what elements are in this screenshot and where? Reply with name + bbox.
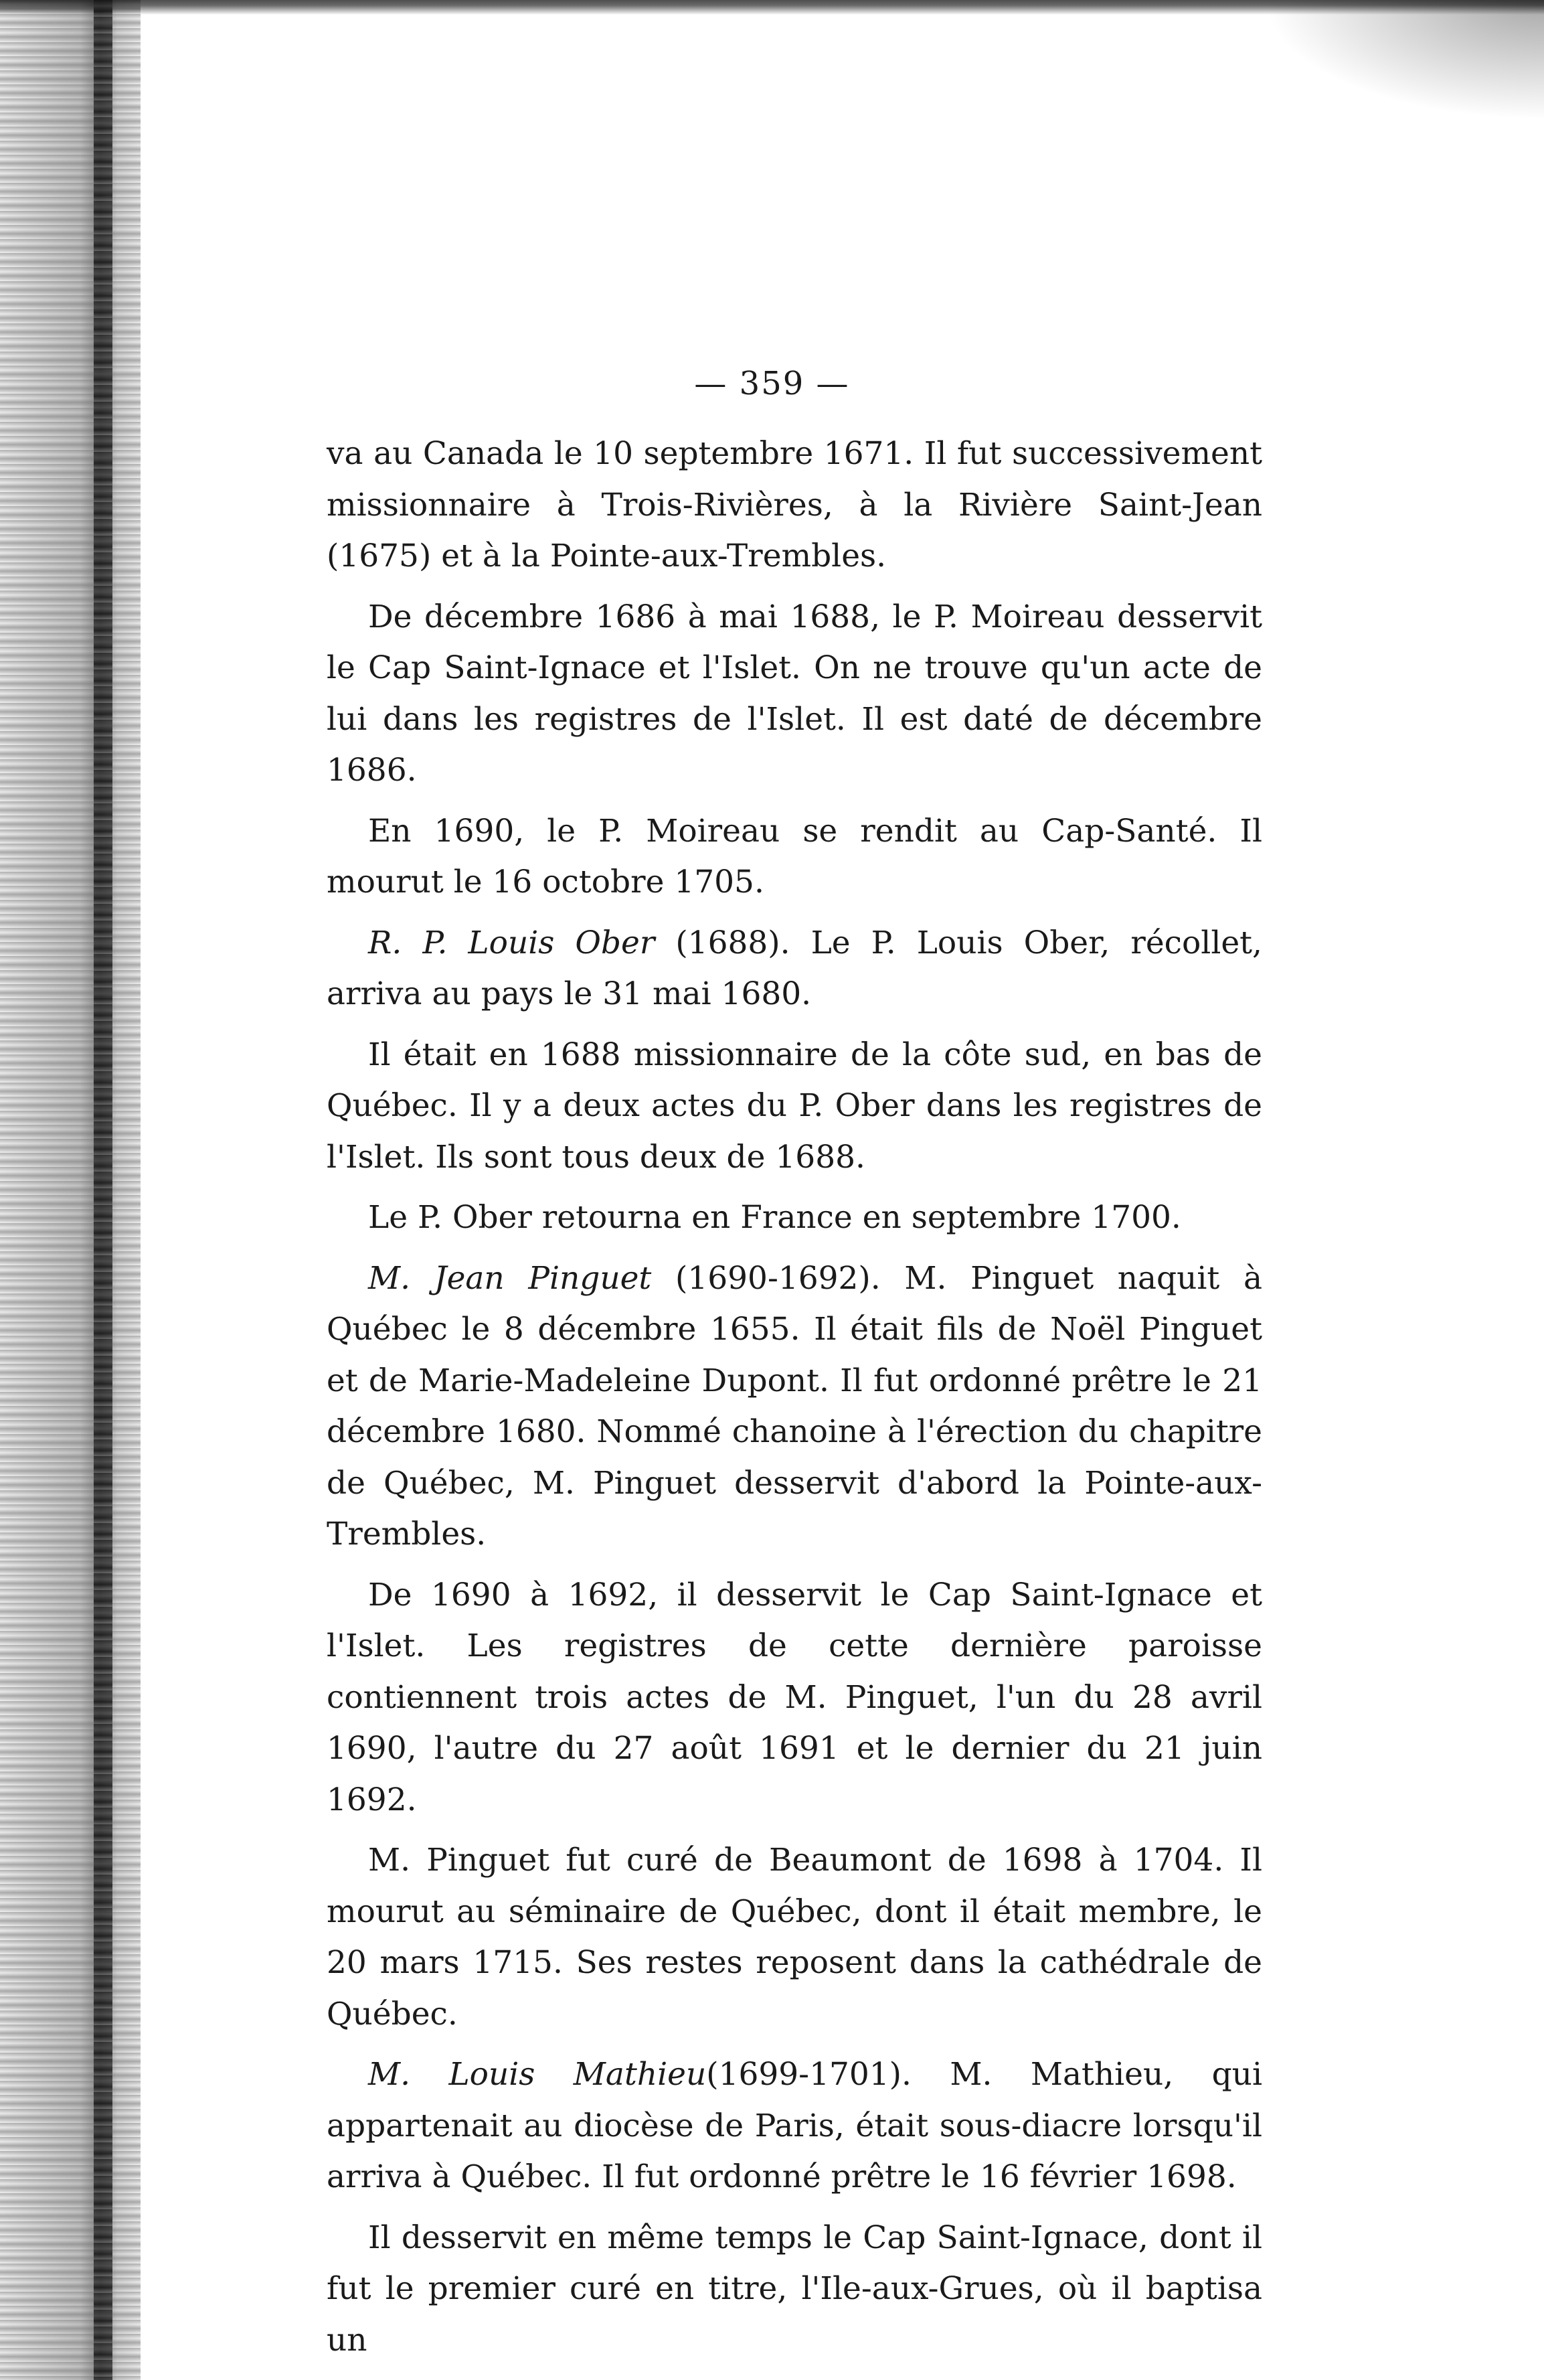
paragraph-text: va au Canada le 10 septembre 1671. Il fut successivement missionnaire à Trois-Rivières, à la Rivière Saint-Jean (1675) et à la Pointe-aux-Trembles. <box>327 435 1262 574</box>
paragraph-p4 <box>327 918 1262 1020</box>
paragraph-p11 <box>327 2213 1262 2367</box>
person-heading: R. P. Louis Ober <box>368 924 655 961</box>
paragraph-p5 <box>327 1030 1262 1184</box>
person-heading: M. Louis Mathieu <box>368 2056 707 2093</box>
scan-edge-left <box>0 0 141 2380</box>
paragraph-p2 <box>327 592 1262 797</box>
paragraph-text: De 1690 à 1692, il desservit le Cap Saint-Ignace et l'Islet. Les registres de cette dernière paroisse contiennent trois actes de M. Pinguet, l'un du 28 avril 1690, l'autre du 27 août 1691 et le dernier du 21 juin 1692. <box>327 1576 1262 1818</box>
paragraph-p8 <box>327 1570 1262 1826</box>
paragraph-text: De décembre 1686 à mai 1688, le P. Moireau desservit le Cap Saint-Ignace et l'Islet. On ne trouve qu'un acte de lui dans les registres de l'Islet. Il est daté de décembre 1686. <box>327 598 1262 789</box>
paragraph-p7 <box>327 1253 1262 1561</box>
scan-binding-shadow <box>94 0 112 2380</box>
paragraph-p3 <box>327 806 1262 908</box>
paragraph-text: (1688). Le P. Louis Ober, récollet, arriva au pays le 31 mai 1680. <box>327 924 1262 1012</box>
paragraph-text: En 1690, le P. Moireau se rendit au Cap-Santé. Il mourut le 16 octobre 1705. <box>327 812 1262 900</box>
paragraph-p10 <box>327 2049 1262 2203</box>
paragraph-p9 <box>327 1835 1262 2040</box>
body-text <box>327 428 1262 2375</box>
paragraph-text: Le P. Ober retourna en France en septembre 1700. <box>368 1199 1181 1236</box>
paragraph-text: Il était en 1688 missionnaire de la côte sud, en bas de Québec. Il y a deux actes du P. Ober dans les registres de l'Islet. Ils sont tous deux de 1688. <box>327 1036 1262 1176</box>
paragraph-p6 <box>327 1192 1262 1244</box>
paragraph-text: (1699-1701). M. Mathieu, qui appartenait au diocèse de Paris, était sous-diacre lorsqu'il arriva à Québec. Il fut ordonné prêtre le 16 février 1698. <box>327 2056 1262 2195</box>
scan-smudge-top-right <box>1263 0 1544 121</box>
paragraph-text: Il desservit en même temps le Cap Saint-Ignace, dont il fut le premier curé en titre, l'Ile-aux-Grues, où il baptisa un <box>327 2219 1262 2359</box>
paragraph-p1 <box>327 428 1262 582</box>
paragraph-text: M. Pinguet fut curé de Beaumont de 1698 à 1704. Il mourut au séminaire de Québec, dont il était membre, le 20 mars 1715. Ses restes reposent dans la cathédrale de Québec. <box>327 1842 1262 2033</box>
person-heading: M. Jean Pinguet <box>368 1259 652 1297</box>
paragraph-text: (1690-1692). M. Pinguet naquit à Québec le 8 décembre 1655. Il était fils de Noël Pinguet et de Marie-Madeleine Dupont. Il fut ordonné prêtre le 21 décembre 1680. Nommé chanoine à l'érection du chapitre de Québec, M. Pinguet desservit d'abord la Pointe-aux-Trembles. <box>327 1259 1262 1553</box>
page-number: — 359 — <box>694 365 850 402</box>
